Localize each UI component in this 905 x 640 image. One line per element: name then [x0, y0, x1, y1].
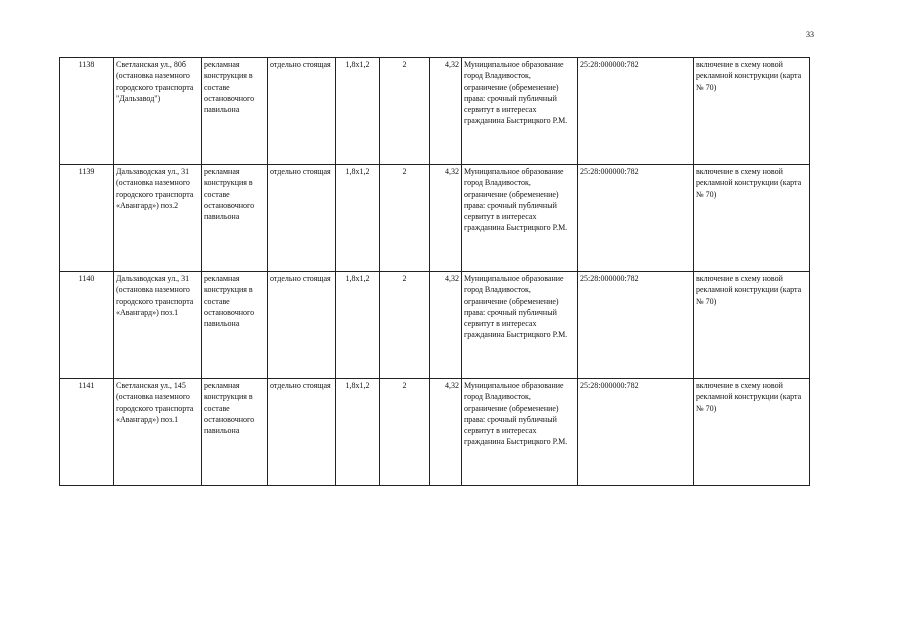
- count-cell: 2: [380, 58, 430, 165]
- size-cell: 1,8x1,2: [336, 379, 380, 486]
- count-cell: 2: [380, 272, 430, 379]
- row-number-cell: 1141: [60, 379, 114, 486]
- area-cell: 4,32: [430, 165, 462, 272]
- owner-cell: Муниципальное образование город Владивосток, ограничение (обременение) права: срочный публичный сервитут в интересах гражданина Быстрицкого Р.М.: [462, 272, 578, 379]
- row-number-cell: 1139: [60, 165, 114, 272]
- area-cell: 4,32: [430, 58, 462, 165]
- cadastral-cell: 25:28:000000:782: [578, 379, 694, 486]
- owner-cell: Муниципальное образование город Владивосток, ограничение (обременение) права: срочный публичный сервитут в интересах гражданина Быстрицкого Р.М.: [462, 165, 578, 272]
- note-cell: включение в схему новой рекламной конструкции (карта № 70): [694, 379, 810, 486]
- table-row: [60, 165, 810, 272]
- placement-cell: отдельно стоящая: [268, 58, 336, 165]
- address-cell: Светланская ул., 80б (остановка наземного городского транспорта "Дальзавод"): [114, 58, 202, 165]
- placement-cell: отдельно стоящая: [268, 379, 336, 486]
- table-row: [60, 58, 810, 165]
- type-cell: рекламная конструкция в составе остановочного павильона: [202, 272, 268, 379]
- count-cell: 2: [380, 379, 430, 486]
- table-row: [60, 272, 810, 379]
- size-cell: 1,8x1,2: [336, 165, 380, 272]
- row-number-cell: 1140: [60, 272, 114, 379]
- advertising-structures-table: [59, 57, 810, 486]
- owner-cell: Муниципальное образование город Владивосток, ограничение (обременение) права: срочный публичный сервитут в интересах гражданина Быстрицкого Р.М.: [462, 58, 578, 165]
- cadastral-cell: 25:28:000000:782: [578, 165, 694, 272]
- note-cell: включение в схему новой рекламной конструкции (карта № 70): [694, 165, 810, 272]
- area-cell: 4,32: [430, 272, 462, 379]
- type-cell: рекламная конструкция в составе остановочного павильона: [202, 379, 268, 486]
- size-cell: 1,8x1,2: [336, 58, 380, 165]
- note-cell: включение в схему новой рекламной конструкции (карта № 70): [694, 58, 810, 165]
- table-row: [60, 379, 810, 486]
- cadastral-cell: 25:28:000000:782: [578, 272, 694, 379]
- cadastral-cell: 25:28:000000:782: [578, 58, 694, 165]
- note-cell: включение в схему новой рекламной конструкции (карта № 70): [694, 272, 810, 379]
- address-cell: Дальзаводская ул., 31 (остановка наземного городского транспорта «Авангард») поз.1: [114, 272, 202, 379]
- page-number: 33: [806, 30, 814, 39]
- row-number-cell: 1138: [60, 58, 114, 165]
- address-cell: Светланская ул., 145 (остановка наземного городского транспорта «Авангард») поз.1: [114, 379, 202, 486]
- size-cell: 1,8x1,2: [336, 272, 380, 379]
- type-cell: рекламная конструкция в составе остановочного павильона: [202, 165, 268, 272]
- type-cell: рекламная конструкция в составе остановочного павильона: [202, 58, 268, 165]
- area-cell: 4,32: [430, 379, 462, 486]
- placement-cell: отдельно стоящая: [268, 272, 336, 379]
- address-cell: Дальзаводская ул., 31 (остановка наземного городского транспорта «Авангард») поз.2: [114, 165, 202, 272]
- owner-cell: Муниципальное образование город Владивосток, ограничение (обременение) права: срочный публичный сервитут в интересах гражданина Быстрицкого Р.М.: [462, 379, 578, 486]
- count-cell: 2: [380, 165, 430, 272]
- placement-cell: отдельно стоящая: [268, 165, 336, 272]
